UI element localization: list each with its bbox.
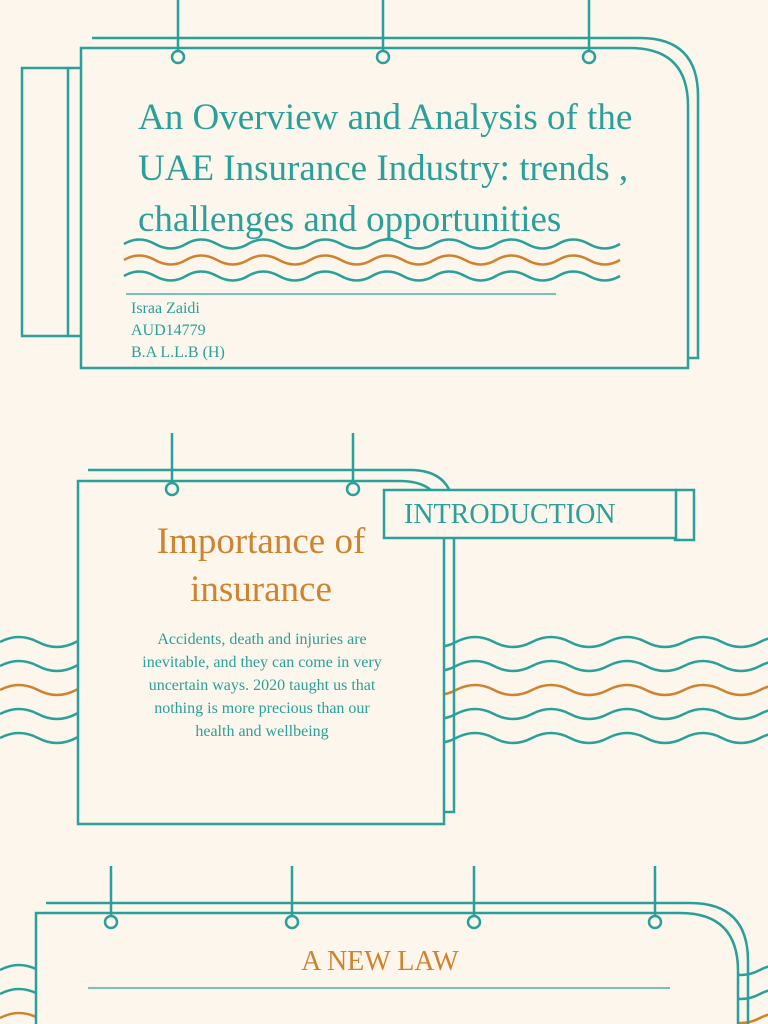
importance-heading-line1: Importance of xyxy=(156,521,366,562)
importance-heading xyxy=(78,518,444,614)
author-program: B.A L.L.B (H) xyxy=(131,344,225,361)
new-law-heading: A NEW LAW xyxy=(301,946,459,977)
author-block xyxy=(131,298,225,364)
introduction-label: INTRODUCTION xyxy=(404,499,616,530)
importance-heading-line2: insurance xyxy=(190,569,332,610)
importance-body: Accidents, death and injuries are inevitable, and they can come in very uncertain ways. 2020 taught us that nothing is more precious than our health and wellbeing xyxy=(142,631,382,740)
author-id: AUD14779 xyxy=(131,322,206,339)
author-name: Israa Zaidi xyxy=(131,300,200,317)
slide-title: An Overview and Analysis of the UAE Insurance Industry: trends , challenges and opportunities xyxy=(138,97,633,240)
